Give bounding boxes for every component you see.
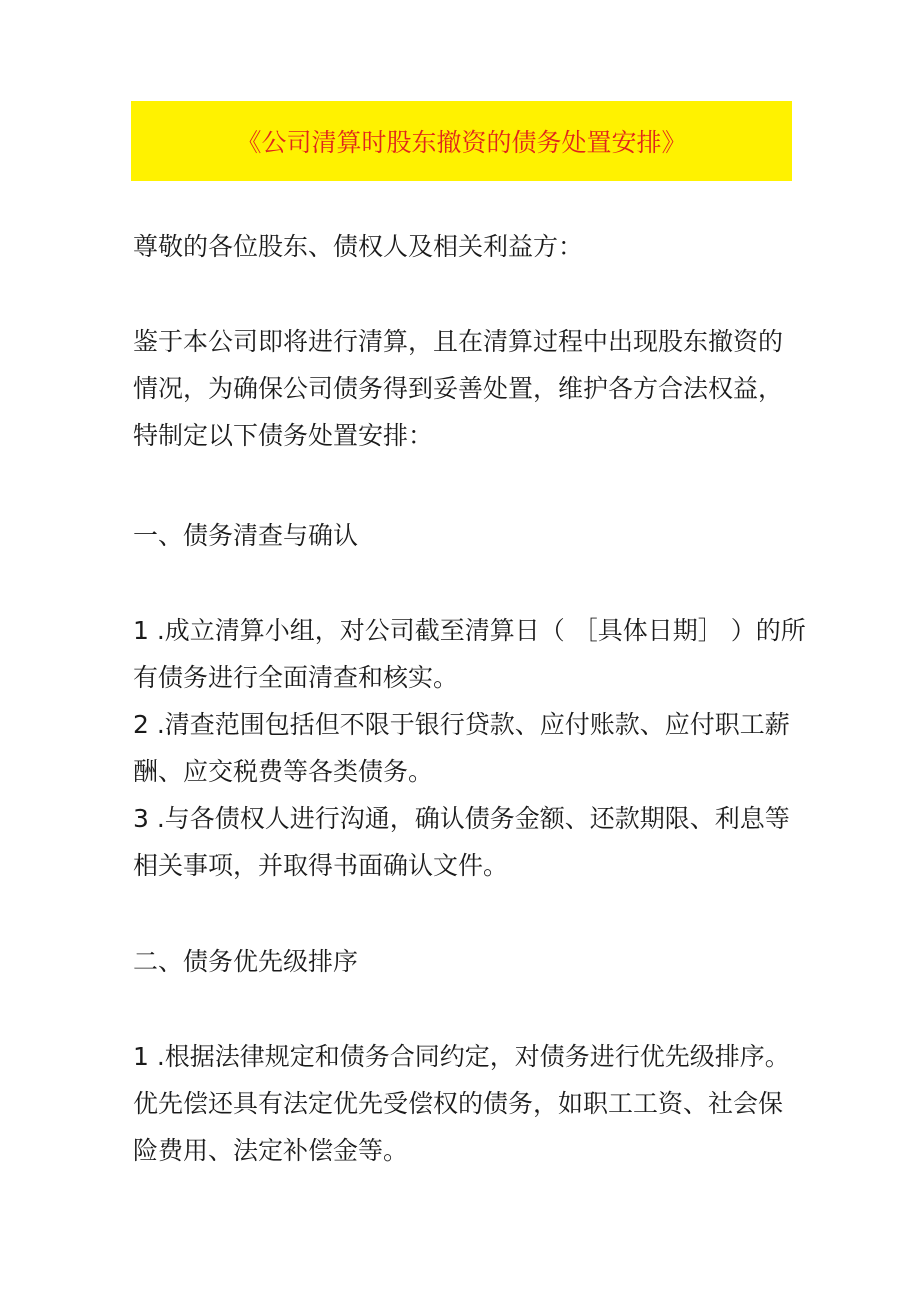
list-item-line: 2 .清查范围包括但不限于银行贷款、应付账款、应付职工薪 [133,710,790,739]
intro-line: 情况，为确保公司债务得到妥善处置，维护各方合法权益， [133,374,784,403]
salutation-line: 尊敬的各位股东、债权人及相关利益方： [133,232,584,261]
section1-items [133,607,806,889]
document-title: 《公司清算时股东撤资的债务处置安排》 [236,128,687,157]
list-item-line: 优先偿还具有法定优先受偿权的债务，如职工工资、社会保 [133,1089,784,1118]
list-item-line: 险费用、法定补偿金等。 [133,1136,409,1165]
list-item-line: 有债务进行全面清查和核实。 [133,663,459,692]
section1-heading [133,512,793,559]
list-item-line: 相关事项，并取得书面确认文件。 [133,851,509,880]
list-item-line: 1 .成立清算小组，对公司截至清算日（ ［具体日期］ ）的所 [133,616,806,645]
intro-paragraph [133,318,793,459]
section-heading: 二、债务优先级排序 [133,947,359,976]
section-heading: 一、债务清查与确认 [133,521,359,550]
section2-items [133,1033,793,1174]
list-item-line: 酬、应交税费等各类债务。 [133,757,434,786]
section2-heading [133,938,793,985]
salutation [133,223,793,270]
list-item-line: 1 .根据法律规定和债务合同约定，对债务进行优先级排序。 [133,1042,790,1071]
title-banner [131,101,792,181]
list-item-line: 3 .与各债权人进行沟通，确认债务金额、还款期限、利息等 [133,804,790,833]
intro-line: 特制定以下债务处置安排： [133,421,434,450]
intro-line: 鉴于本公司即将进行清算，且在清算过程中出现股东撤资的 [133,327,784,356]
